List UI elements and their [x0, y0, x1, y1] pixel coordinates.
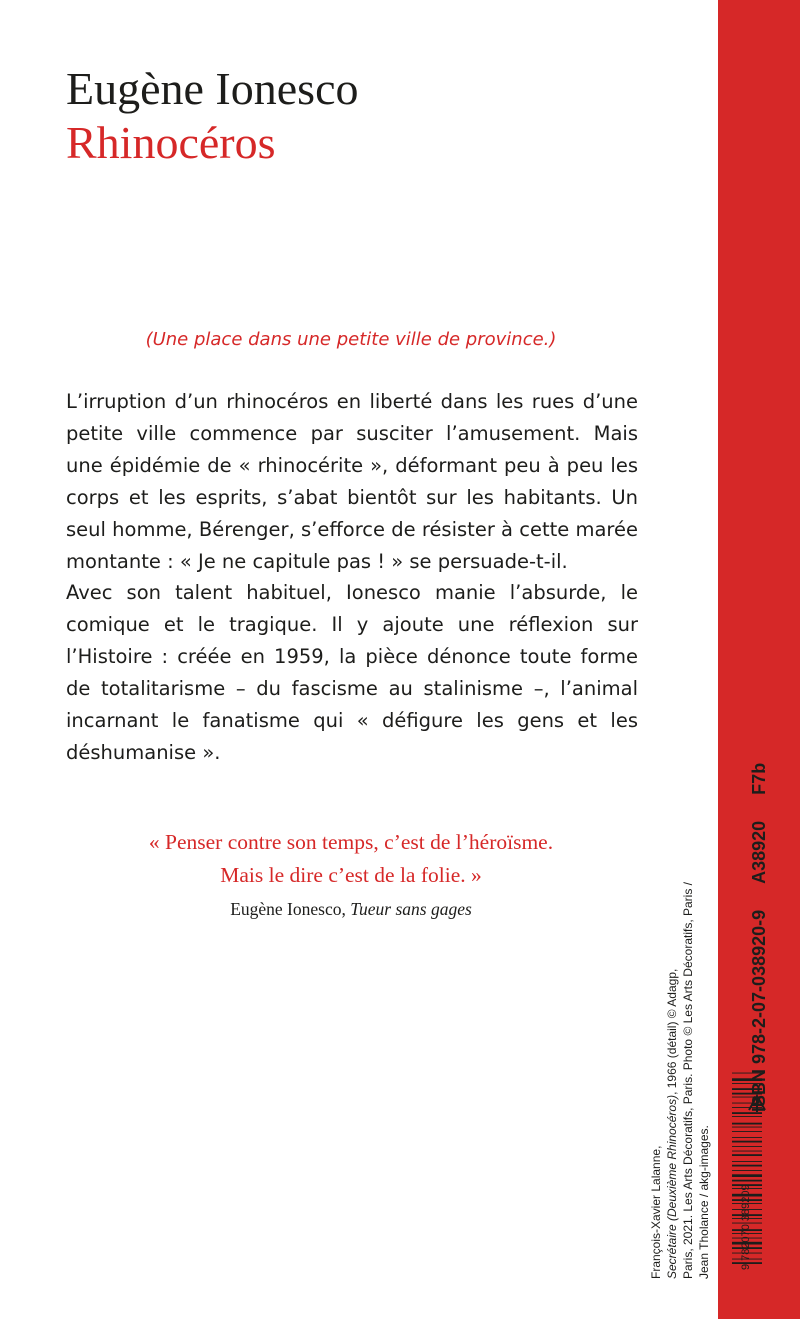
reference-code: A38920 — [749, 820, 769, 884]
summary-line: petite ville commence par susciter l’amusement. Mais — [66, 421, 638, 445]
barcode-bar — [732, 1123, 762, 1125]
quote-line: Mais le dire c’est de la folie. » — [220, 863, 482, 887]
barcode-bar — [732, 1141, 762, 1143]
summary-line: déshumanise ». — [66, 740, 221, 764]
attribution-author: Eugène Ionesco, — [230, 899, 351, 919]
summary-line: Avec son talent habituel, Ionesco manie l’absurde, le — [66, 581, 638, 605]
attribution-work: Tueur sans gages — [350, 899, 472, 919]
summary-text — [66, 386, 638, 769]
barcode-bar — [732, 1180, 762, 1182]
summary-line: seul homme, Bérenger, s’efforce de résister à cette marée — [66, 517, 638, 541]
summary-line: de totalitarisme – du fascisme au stalinisme –, l’animal — [66, 677, 638, 701]
credits-artwork-title: Secrétaire (Deuxième Rhinocéros) — [665, 1094, 679, 1279]
credits-line: Jean Tholance / akg-images. — [697, 1125, 711, 1279]
summary-line: montante : « Je ne capitule pas ! » se persuade-t-il. — [66, 549, 568, 573]
credits-line — [648, 759, 680, 1279]
epigraph-quote — [66, 826, 636, 892]
barcode-bar — [732, 1151, 762, 1152]
barcode-bar — [732, 1174, 762, 1177]
barcode-bar — [732, 1127, 762, 1128]
summary-line: incarnant le fanatisme qui « défigure les gens et les — [66, 709, 638, 733]
summary-line: L’irruption d’un rhinocéros en liberté dans les rues d’une — [66, 390, 638, 413]
image-credits — [648, 759, 712, 1279]
barcode-bar — [732, 1137, 762, 1138]
quote-attribution — [66, 896, 636, 922]
book-title: Rhinocéros — [66, 117, 276, 168]
barcode-bar — [732, 1161, 762, 1162]
quote-line: « Penser contre son temps, c’est de l’héroïsme. — [148, 830, 554, 854]
price-code: F7b — [749, 762, 769, 795]
credits-text: François-Xavier Lalanne, — [649, 1145, 663, 1279]
stage-direction: (Une place dans une petite ville de province.) — [145, 329, 557, 350]
credits-line: Paris, 2021. Les Arts Décoratifs, Paris. Photo © Les Arts Décoratifs, Paris / — [681, 881, 695, 1279]
barcode-bar — [732, 1131, 762, 1132]
barcode-number: 9 782070 389209 — [740, 1184, 752, 1270]
barcode-bar — [732, 1116, 762, 1117]
summary-line: une épidémie de « rhinocérite », déformant peu à peu les — [66, 453, 638, 477]
barcode-bar — [732, 1146, 762, 1147]
isbn-number: ISBN 978-2-07-038920-9 — [749, 909, 769, 1112]
credits-text: , 1966 (détail) © Adagp, — [665, 968, 679, 1095]
summary-line: l’Histoire : créée en 1959, la pièce dénonce toute forme — [66, 645, 638, 669]
barcode-bar — [732, 1170, 762, 1171]
barcode-bar — [732, 1165, 762, 1167]
author-name: Eugène Ionesco — [66, 63, 359, 114]
isbn-codes — [748, 763, 770, 1112]
summary-line: comique et le tragique. Il y ajoute une réflexion sur — [66, 613, 638, 637]
summary-line: corps et les esprits, s’abat bientôt sur les habitants. Un — [66, 485, 638, 509]
barcode-bar — [732, 1154, 762, 1156]
